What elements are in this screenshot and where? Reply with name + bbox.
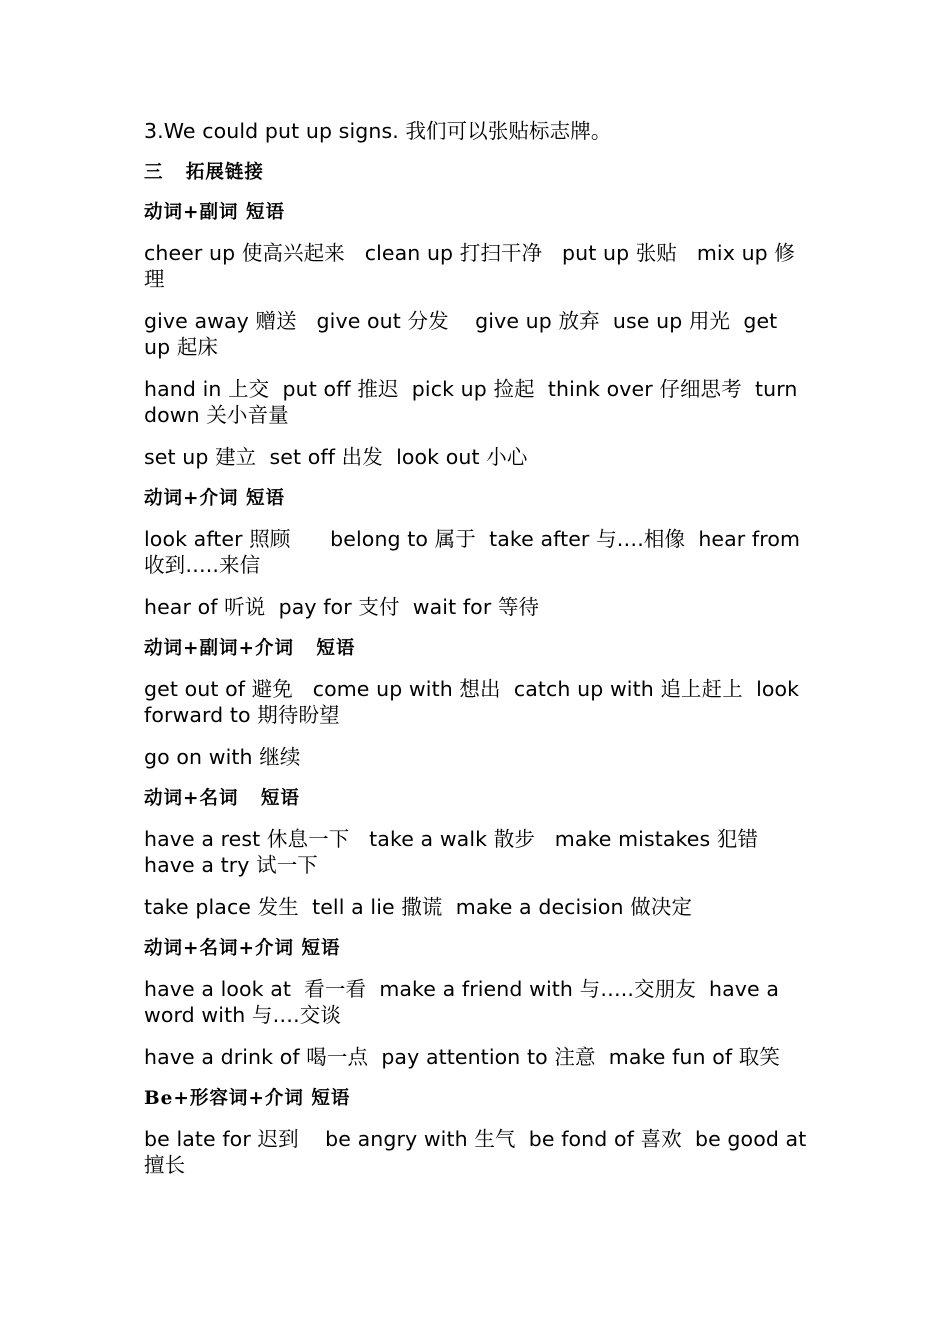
phrase-paragraph: cheer up 使高兴起来 clean up 打扫干净 put up 张贴 mix up 修理 (144, 241, 795, 291)
phrase-paragraph: go on with 继续 (144, 745, 301, 769)
phrase-paragraph: set up 建立 set off 出发 look out 小心 (144, 445, 528, 469)
section-verb-preposition (144, 486, 809, 620)
section-heading: 动词+副词 短语 (144, 202, 285, 223)
phrase-paragraph: get out of 避免 come up with 想出 catch up with 追上赶上 look forward to 期待盼望 (144, 677, 806, 727)
phrase-paragraph: have a look at 看一看 make a friend with 与…..交朋友 have a word with 与….交谈 (144, 977, 786, 1027)
section-verb-adverb (144, 200, 809, 470)
section-verb-adverb-preposition (144, 636, 809, 770)
section-be-adjective-preposition (144, 1086, 813, 1178)
phrase-paragraph: look after 照顾 belong to 属于 take after 与….相像 hear from 收到…..来信 (144, 527, 807, 577)
phrase-paragraph: be late for 迟到 be angry with 生气 be fond of 喜欢 be good at 擅长 (144, 1127, 813, 1177)
phrase-paragraph: give away 赠送 give out 分发 give up 放弃 use up 用光 get up 起床 (144, 309, 784, 359)
phrase-paragraph: take place 发生 tell a lie 撒谎 make a decision 做决定 (144, 895, 693, 919)
phrase-paragraph: hand in 上交 put off 推迟 pick up 捡起 think over 仔细思考 turn down 关小音量 (144, 377, 805, 427)
phrase-paragraph: hear of 听说 pay for 支付 wait for 等待 (144, 595, 540, 619)
intro-sentence: 3.We could put up signs. 我们可以张贴标志牌。 (144, 119, 612, 143)
section-heading: 动词+介词 短语 (144, 488, 285, 509)
section-heading: Be+形容词+介词 短语 (144, 1088, 351, 1109)
section-title: 三 拓展链接 (144, 162, 264, 183)
document-page (144, 118, 813, 1194)
phrase-paragraph: have a drink of 喝一点 pay attention to 注意 make fun of 取笑 (144, 1045, 780, 1069)
phrase-paragraph: have a rest 休息一下 take a walk 散步 make mistakes 犯错 have a try 试一下 (144, 827, 772, 877)
section-heading: 动词+名词+介词 短语 (144, 938, 341, 959)
section-heading: 动词+名词 短语 (144, 788, 300, 809)
section-verb-noun (144, 786, 809, 920)
section-heading: 动词+副词+介词 短语 (144, 638, 356, 659)
section-verb-noun-preposition (144, 936, 809, 1070)
